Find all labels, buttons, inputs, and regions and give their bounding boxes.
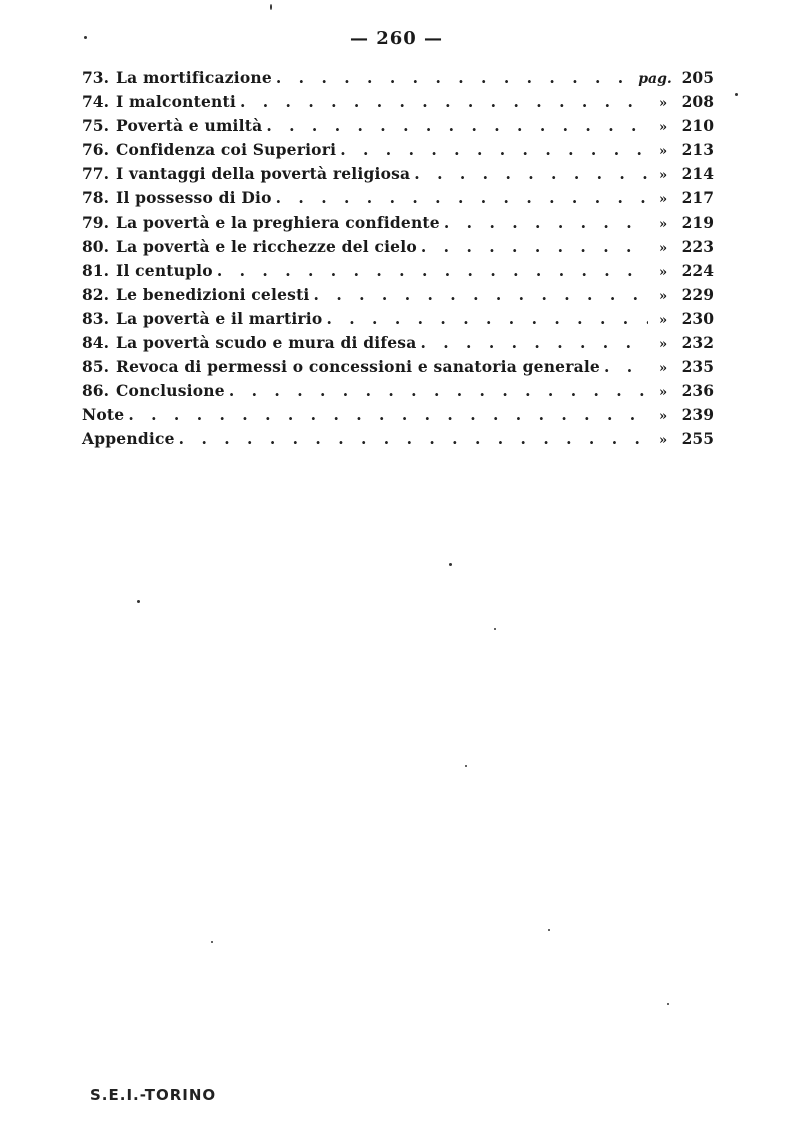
toc-entry	[82, 66, 714, 90]
toc-entry-number: 82.	[82, 284, 109, 304]
scan-speck	[667, 1003, 669, 1005]
dot-leader	[604, 355, 648, 379]
scan-speck	[449, 563, 452, 566]
toc-entry-page-marker: »	[658, 312, 668, 328]
scan-speck	[465, 765, 467, 767]
dot-leader	[266, 114, 648, 138]
publisher-imprint: S.E.I.-TORINO	[90, 1086, 217, 1104]
toc-entry-page-marker: »	[658, 144, 668, 160]
toc-entry	[82, 235, 714, 259]
toc-entry-page-marker: »	[658, 337, 668, 353]
scan-speck	[137, 600, 140, 603]
toc-entry-page: 236	[681, 381, 714, 401]
dot-leader	[276, 186, 648, 210]
toc-entry-title: Revoca di permessi o concessioni e sanatoria generale	[116, 357, 600, 377]
dot-leader	[179, 427, 648, 451]
toc-entry-title: La povertà e la preghiera confidente	[116, 212, 440, 232]
toc-entry-title: I vantaggi della povertà religiosa	[116, 164, 411, 184]
toc-entry	[82, 162, 714, 186]
dot-leader	[340, 138, 648, 162]
toc-entry-page-marker: »	[658, 120, 668, 136]
dot-leader	[420, 331, 648, 355]
toc-entry-page: 205	[681, 68, 714, 87]
toc-entry-page: 230	[681, 308, 714, 328]
scan-speck	[270, 4, 272, 10]
toc-entry-page-marker: »	[658, 409, 668, 425]
toc-entry	[82, 138, 714, 162]
toc-entry	[82, 355, 714, 379]
dot-leader	[217, 259, 648, 283]
scan-speck	[211, 941, 213, 943]
toc-entry-number: 80.	[82, 236, 109, 256]
toc-entry-number: 76.	[82, 140, 109, 160]
toc-entry-title: Appendice	[82, 429, 175, 449]
toc-entry	[82, 211, 714, 235]
dot-leader	[314, 283, 648, 307]
toc-entry-title: Confidenza coi Superiori	[116, 140, 337, 160]
toc-entry	[82, 403, 714, 427]
toc-entry-title: Povertà e umiltà	[116, 116, 263, 136]
dot-leader	[421, 235, 648, 259]
toc-entry-title: Note	[82, 405, 125, 425]
toc-entry-number: 73.	[82, 68, 109, 87]
table-of-contents	[82, 66, 714, 452]
toc-entry-title: La povertà scudo e mura di difesa	[116, 333, 417, 353]
toc-entry-number: 78.	[82, 188, 109, 208]
toc-entry-page-marker: »	[658, 361, 668, 377]
toc-entry-page-marker: pag.	[638, 71, 672, 87]
scan-speck	[494, 628, 496, 630]
toc-entry-number: 79.	[82, 212, 109, 232]
toc-entry-number: 81.	[82, 260, 109, 280]
toc-entry-page-marker: »	[658, 192, 668, 208]
toc-entry	[82, 114, 714, 138]
toc-entry	[82, 90, 714, 114]
toc-entry-page: 255	[681, 429, 714, 449]
toc-entry	[82, 379, 714, 403]
toc-entry-title: La mortificazione	[116, 68, 272, 87]
toc-entry-number: 77.	[82, 164, 109, 184]
toc-entry-page-marker: »	[658, 288, 668, 304]
dot-leader	[229, 379, 648, 403]
toc-entry-page: 214	[681, 164, 714, 184]
toc-entry-page: 235	[681, 357, 714, 377]
toc-entry-page: 217	[681, 188, 714, 208]
toc-entry-number: 84.	[82, 333, 109, 353]
dot-leader	[444, 211, 648, 235]
toc-entry-page-marker: »	[658, 433, 668, 449]
toc-entry-page-marker: »	[658, 264, 668, 280]
scan-speck	[84, 36, 87, 39]
toc-entry-page: 232	[681, 333, 714, 353]
toc-entry	[82, 283, 714, 307]
toc-entry-number: 83.	[82, 308, 109, 328]
toc-entry-page-marker: »	[658, 168, 668, 184]
toc-entry-page: 229	[681, 284, 714, 304]
toc-entry	[82, 259, 714, 283]
toc-entry-page-marker: »	[658, 96, 668, 112]
dot-leader	[240, 90, 648, 114]
toc-entry-title: Il centuplo	[116, 260, 213, 280]
dot-leader	[326, 307, 648, 331]
toc-entry-title: La povertà e le ricchezze del cielo	[116, 236, 417, 256]
toc-entry-title: I malcontenti	[116, 92, 236, 112]
page-number: — 260 —	[349, 28, 444, 49]
dot-leader	[414, 162, 648, 186]
toc-entry-number: 75.	[82, 116, 109, 136]
toc-entry-page: 223	[681, 236, 714, 256]
toc-entry-number: 74.	[82, 92, 109, 112]
scan-speck	[548, 929, 550, 931]
toc-entry-page: 210	[681, 116, 714, 136]
toc-entry	[82, 331, 714, 355]
toc-entry-page: 213	[681, 140, 714, 160]
toc-entry-page: 239	[681, 405, 714, 425]
toc-entry-title: La povertà e il martirio	[116, 308, 323, 328]
toc-entry-page-marker: »	[658, 385, 668, 401]
dot-leader	[128, 403, 648, 427]
toc-entry-title: Conclusione	[116, 381, 225, 401]
toc-entry-title: Le benedizioni celesti	[116, 284, 310, 304]
toc-entry	[82, 307, 714, 331]
toc-entry-number: 85.	[82, 357, 109, 377]
toc-entry	[82, 427, 714, 451]
toc-entry-page-marker: »	[658, 240, 668, 256]
toc-entry-title: Il possesso di Dio	[116, 188, 272, 208]
scan-speck	[735, 93, 738, 96]
dot-leader	[276, 66, 632, 90]
toc-entry-page: 224	[681, 260, 714, 280]
toc-entry-page: 208	[681, 92, 714, 112]
toc-entry-page-marker: »	[658, 216, 668, 232]
toc-entry-page: 219	[681, 212, 714, 232]
toc-entry	[82, 186, 714, 210]
toc-entry-number: 86.	[82, 381, 109, 401]
